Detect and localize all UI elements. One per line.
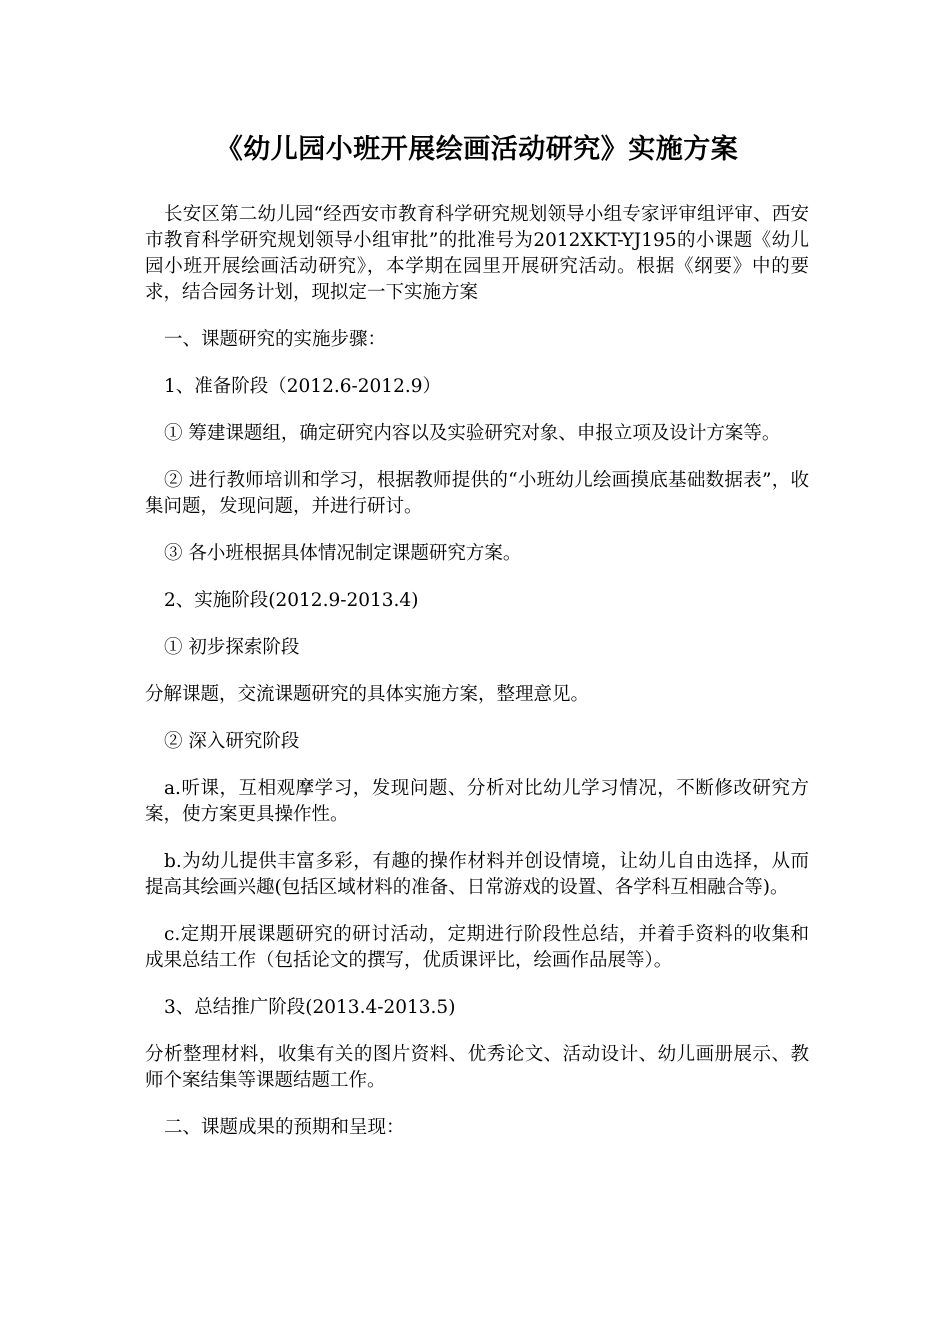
paragraph-12: b.为幼儿提供丰富多彩，有趣的操作材料并创设情境，让幼儿自由选择，从而提高其绘画兴趣(包括区域材料的准备、日常游戏的设置、各学科互相融合等)。 <box>145 851 809 898</box>
paragraph-11: a.听课，互相观摩学习，发现问题、分析对比幼儿学习情况，不断修改研究方案，使方案更具操作性。 <box>145 778 809 825</box>
document-body <box>145 128 809 1162</box>
paragraph-4: ① 筹建课题组，确定研究内容以及实验研究对象、申报立项及设计方案等。 <box>164 423 781 444</box>
paragraph-3: 1、准备阶段（2012.6-2012.9） <box>164 376 441 397</box>
paragraph-6: ③ 各小班根据具体情况制定课题研究方案。 <box>164 543 522 564</box>
paragraph-14: 3、总结推广阶段(2013.4-2013.5) <box>164 997 456 1018</box>
paragraph-16: 二、课题成果的预期和呈现： <box>164 1117 405 1138</box>
document-title: 《幼儿园小班开展绘画活动研究》实施方案 <box>215 134 739 165</box>
paragraph-10: ② 深入研究阶段 <box>164 731 300 752</box>
paragraph-13: c.定期开展课题研究的研讨活动，定期进行阶段性总结，并着手资料的收集和成果总结工作（包括论文的撰写，优质课评比，绘画作品展等）。 <box>145 924 809 971</box>
paragraph-8: ① 初步探索阶段 <box>164 637 300 658</box>
paragraph-1: 长安区第二幼儿园“经西安市教育科学研究规划领导小组专家评审组评审、西安市教育科学研究规划领导小组审批”的批准号为2012XKT-YJ195的小课题《幼儿园小班开展绘画活动研究》，本学期在园里开展研究活动。根据《纲要》中的要求，结合园务计划，现拟定一下实施方案 <box>145 204 809 303</box>
paragraph-list <box>145 202 809 1141</box>
paragraph-7: 2、实施阶段(2012.9-2013.4) <box>164 590 419 611</box>
paragraph-15: 分析整理材料，收集有关的图片资料、优秀论文、活动设计、幼儿画册展示、教师个案结集等课题结题工作。 <box>145 1044 809 1091</box>
paragraph-2: 一、课题研究的实施步骤： <box>164 329 387 350</box>
paragraph-5: ② 进行教师培训和学习，根据教师提供的“小班幼儿绘画摸底基础数据表”，收集问题，发现问题，并进行研讨。 <box>145 470 809 517</box>
paragraph-9: 分解课题，交流课题研究的具体实施方案，整理意见。 <box>145 684 590 705</box>
